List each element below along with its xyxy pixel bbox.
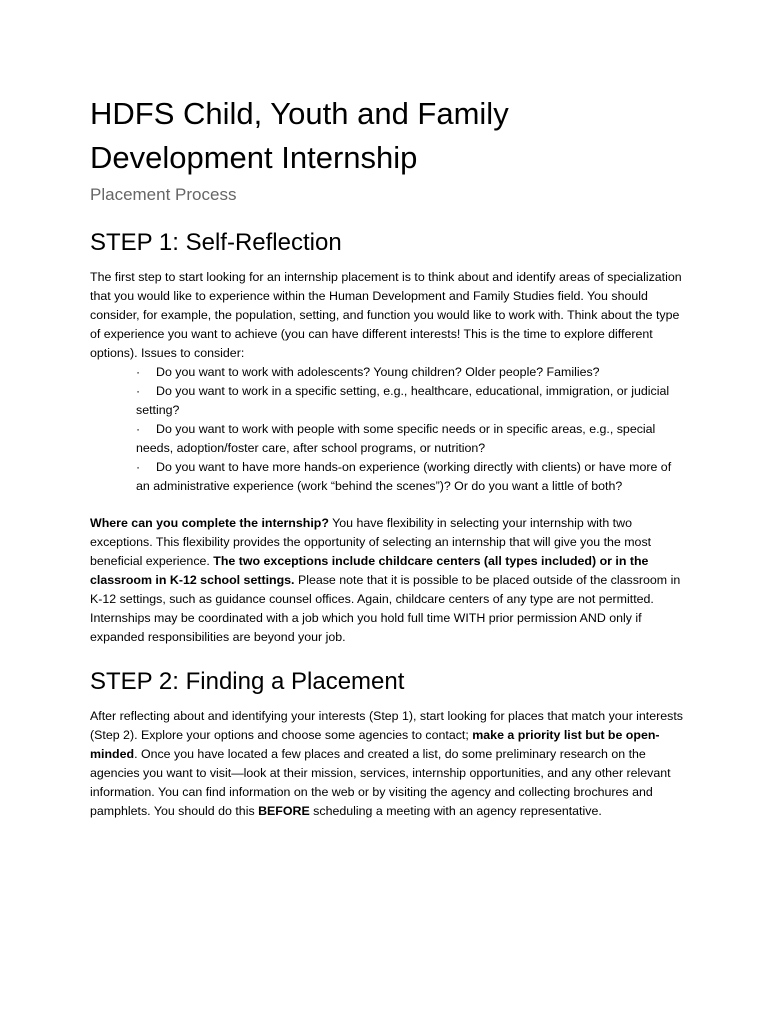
priority-list-emphasis: make a priority list but be open-minded: [90, 728, 660, 761]
bullet-icon: ·: [136, 365, 141, 379]
list-item: [136, 420, 684, 458]
document-title: HDFS Child, Youth and Family Development Internship: [90, 96, 509, 175]
step2-text-2: . Once you have located a few places and created a list, do some preliminary research on the agencies you want to visit—look at their mission, services, internship opportunities, and any other relevant information. You can find information on the web or by visiting the agency and collecting brochures and pamphlets. You should do this: [90, 747, 671, 818]
list-item: [136, 363, 684, 382]
bullet-icon: ·: [136, 460, 141, 474]
step2-paragraph: [90, 707, 684, 821]
before-emphasis: BEFORE: [258, 804, 310, 818]
step1-heading: STEP 1: Self-Reflection: [90, 229, 342, 256]
step1-intro-paragraph: The first step to start looking for an internship placement is to think about and identify areas of specialization that you would like to experience within the Human Development and Family Studies field. You should consider, for example, the population, setting, and function you would like to work with. Think about the type of experience you want to achieve (you can have different interests! This is the time to explore different options). Issues to consider:: [90, 270, 682, 360]
list-item: [136, 382, 684, 420]
list-item-text: Do you want to have more hands-on experience (working directly with clients) or have more of an administrative experience (work “behind the scenes”)? Or do you want a little of both?: [136, 460, 672, 493]
issues-list: [90, 363, 684, 496]
document-subtitle: Placement Process: [90, 185, 237, 204]
exceptions-statement: The two exceptions include childcare centers (all types included) or in the classroom in K-12 school settings.: [90, 554, 649, 587]
location-text-1: You have flexibility in selecting your internship with two exceptions. This flexibility provides the opportunity of selecting an internship that will give you the most beneficial experience.: [90, 516, 652, 568]
list-item: [136, 458, 684, 496]
location-text-2: Please note that it is possible to be placed outside of the classroom in K-12 settings, such as guidance counsel offices. Again, childcare centers of any type are not permitted. Internships may be coordinated with a job which you hold full time WITH prior permission AND only if expanded responsibilities are beyond your job.: [90, 573, 681, 644]
internship-location-paragraph: [90, 514, 684, 647]
step2-text-1: After reflecting about and identifying your interests (Step 1), start looking for places that match your interests (Step 2). Explore your options and choose some agencies to contact;: [90, 709, 683, 742]
step2-heading: STEP 2: Finding a Placement: [90, 668, 405, 695]
list-item-text: Do you want to work in a specific setting, e.g., healthcare, educational, immigration, or judicial setting?: [136, 384, 670, 417]
list-item-text: Do you want to work with adolescents? Young children? Older people? Families?: [156, 365, 600, 379]
list-item-text: Do you want to work with people with some specific needs or in specific areas, e.g., special needs, adoption/foster care, after school programs, or nutrition?: [136, 422, 656, 455]
step2-text-3: scheduling a meeting with an agency representative.: [309, 804, 602, 818]
bullet-icon: ·: [136, 422, 141, 436]
location-question: Where can you complete the internship?: [90, 516, 329, 530]
bullet-icon: ·: [136, 384, 141, 398]
